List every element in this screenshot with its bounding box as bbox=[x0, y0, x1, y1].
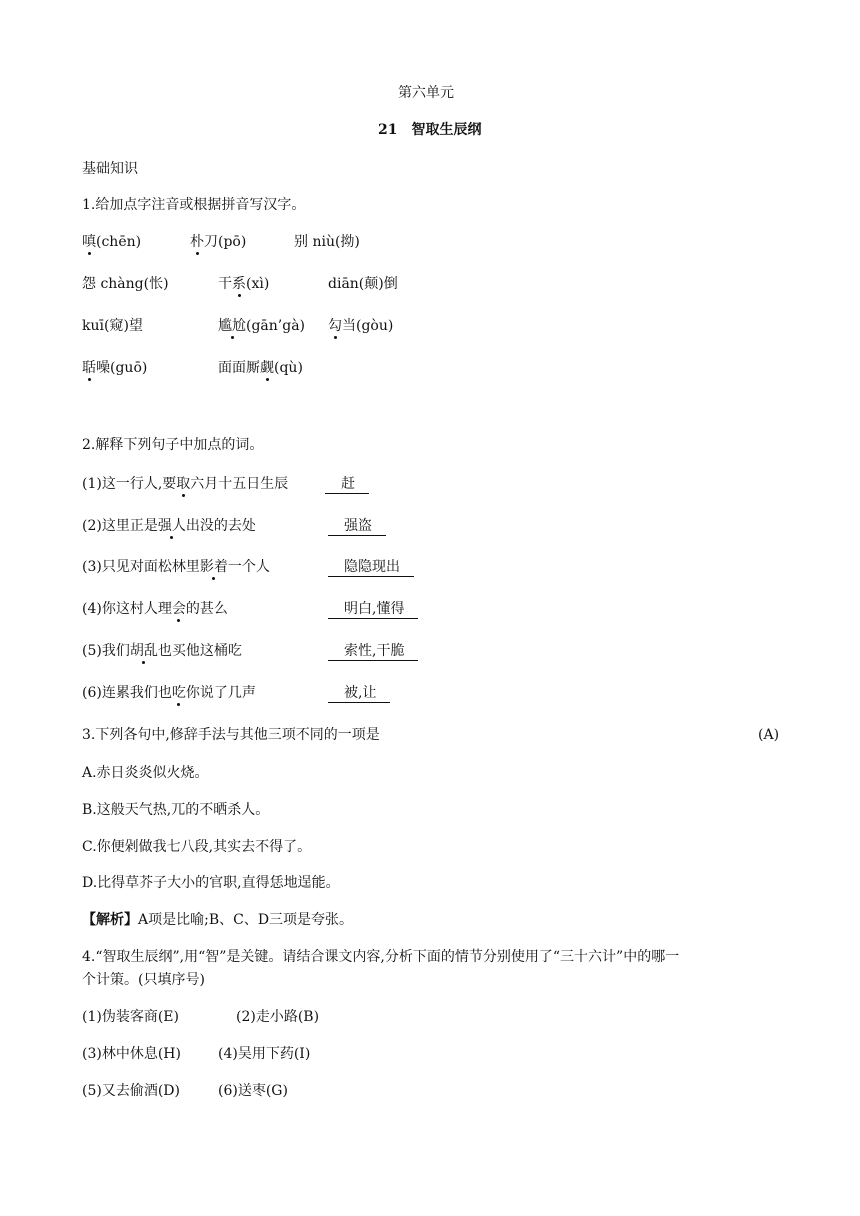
q3-answer: (A) bbox=[758, 727, 780, 743]
q1-item: 聒噪(guō) bbox=[82, 360, 148, 376]
dotted-char: 尴尬 bbox=[218, 318, 246, 334]
q2-item: (5)我们胡乱也买他这桶吃 bbox=[82, 643, 242, 659]
q2-answer: 强盗 bbox=[328, 517, 386, 536]
dotted-char: 系 bbox=[232, 276, 246, 292]
dotted-char: 吃 bbox=[171, 685, 186, 701]
dotted-char: 取 bbox=[176, 476, 191, 492]
q1-item: 干系(xì) bbox=[218, 276, 270, 292]
q2-item: (4)你这村人理会的甚么 bbox=[82, 601, 228, 617]
q2-answer: 赶 bbox=[325, 475, 369, 494]
q1-item: diān(颠)倒 bbox=[328, 276, 398, 292]
q2-answer: 被,让 bbox=[328, 684, 390, 703]
q1-item: kuī(窥)望 bbox=[82, 318, 143, 334]
q1-item: 面面厮觑(qù) bbox=[218, 360, 303, 376]
analysis-text: A项是比喻;B、C、D三项是夸张。 bbox=[138, 912, 354, 928]
q2-item: (2)这里正是强人出没的去处 bbox=[82, 518, 256, 534]
analysis-label: 【解析】 bbox=[82, 912, 138, 928]
q4-item: (1)伪装客商(E) bbox=[82, 1009, 179, 1025]
q2-item: (6)连累我们也吃你说了几声 bbox=[82, 685, 256, 701]
dotted-char: 嗔 bbox=[82, 234, 96, 250]
lesson-number: 21 bbox=[378, 122, 398, 138]
q1-item: 嗔(chēn) bbox=[82, 234, 142, 250]
q1-prompt: 1.给加点字注音或根据拼音写汉字。 bbox=[82, 197, 306, 213]
section-heading: 基础知识 bbox=[82, 161, 138, 177]
dotted-char: 会 bbox=[171, 601, 186, 617]
dotted-char: 聒 bbox=[82, 360, 96, 376]
dotted-char: 朴 bbox=[190, 234, 204, 250]
lesson-name: 智取生辰纲 bbox=[411, 122, 482, 138]
q4-prompt-line2: 个计策。(只填序号) bbox=[82, 972, 205, 988]
dotted-char: 影着 bbox=[199, 559, 228, 575]
q3-option-c: C.你便剁做我七八段,其实去不得了。 bbox=[82, 839, 312, 855]
q2-item: (3)只见对面松林里影着一个人 bbox=[82, 559, 270, 575]
q3-option-d: D.比得草芥子大小的官职,直得恁地逞能。 bbox=[82, 875, 340, 891]
q2-answer: 索性,干脆 bbox=[328, 642, 418, 661]
q4-item: (6)送枣(G) bbox=[218, 1083, 288, 1099]
q3-option-a: A.赤日炎炎似火烧。 bbox=[82, 765, 209, 781]
dotted-char: 觑 bbox=[260, 360, 274, 376]
q2-answer: 隐隐现出 bbox=[328, 558, 414, 577]
q3-option-b: B.这般天气热,兀的不晒杀人。 bbox=[82, 802, 270, 818]
lesson-title bbox=[378, 121, 481, 139]
q4-item: (4)吴用下药(I) bbox=[218, 1046, 311, 1062]
q4-item: (2)走小路(B) bbox=[236, 1009, 320, 1025]
dotted-char: 胡乱 bbox=[129, 643, 158, 659]
q1-item: 勾当(gòu) bbox=[328, 318, 394, 334]
dotted-char: 勾 bbox=[328, 318, 342, 334]
q4-item: (5)又去偷酒(D) bbox=[82, 1083, 180, 1099]
q4-item: (3)林中休息(H) bbox=[82, 1046, 181, 1062]
dotted-char: 强人 bbox=[157, 518, 186, 534]
unit-title: 第六单元 bbox=[398, 85, 454, 101]
q1-item: 朴刀(pō) bbox=[190, 234, 247, 250]
q2-answer: 明白,懂得 bbox=[328, 600, 418, 619]
q1-item: 别 niù(拗) bbox=[294, 234, 360, 250]
q3-analysis bbox=[82, 911, 353, 929]
q4-prompt-line1: 4.“智取生辰纲”,用“智”是关键。请结合课文内容,分析下面的情节分别使用了“三十六计”中的哪一 bbox=[82, 949, 680, 965]
q2-prompt: 2.解释下列句子中加点的词。 bbox=[82, 437, 264, 453]
q1-item: 怨 chàng(怅) bbox=[82, 276, 169, 292]
q2-item: (1)这一行人,要取六月十五日生辰 bbox=[82, 476, 289, 492]
q1-item: 尴尬(gān’gà) bbox=[218, 318, 306, 334]
q3-prompt: 3.下列各句中,修辞手法与其他三项不同的一项是 bbox=[82, 727, 380, 743]
